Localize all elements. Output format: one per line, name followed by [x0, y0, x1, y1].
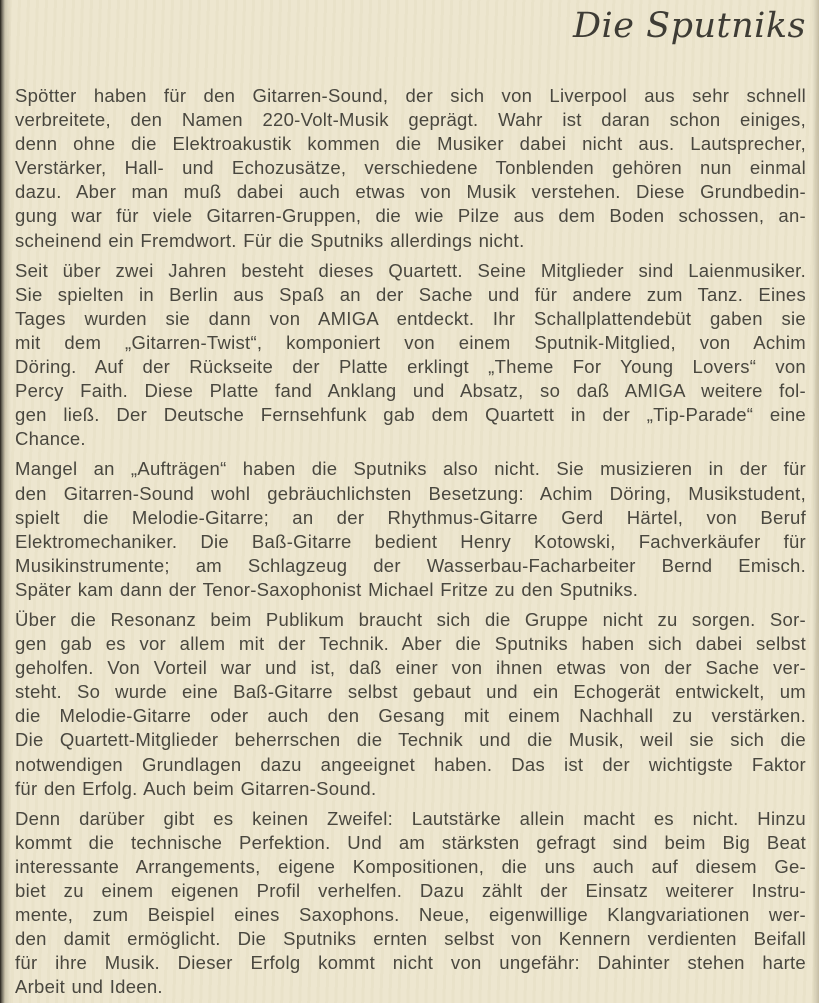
- text-line: Arbeit und Ideen.: [15, 976, 163, 998]
- text-line: mente, zum Beispiel eines Saxophons. Neue, eigenwillige Klangvariationen wer-: [15, 904, 806, 926]
- text-line: dazu. Aber man muß dabei auch etwas von Musik verstehen. Diese Grundbedin-: [15, 181, 806, 203]
- text-line: Chance.: [15, 428, 86, 450]
- text-line: Über die Resonanz beim Publikum braucht sich die Gruppe nicht zu sorgen. Sor-: [15, 608, 806, 630]
- text-line: Denn darüber gibt es keinen Zweifel: Lautstärke allein macht es nicht. Hinzu: [15, 807, 806, 829]
- text-line: mit dem „Gitarren-Twist“, komponiert von einem Sputnik-Mitglied, von Achim: [15, 331, 806, 353]
- text-line: steht. So wurde eine Baß-Gitarre selbst gebaut und ein Echogerät entwickelt, um: [15, 681, 806, 703]
- text-line: interessante Arrangements, eigene Kompositionen, die uns auch auf diesem Ge-: [15, 855, 806, 877]
- text-line: spielt die Melodie-Gitarre; an der Rhythmus-Gitarre Gerd Härtel, von Beruf: [15, 506, 806, 528]
- paragraph: [15, 457, 806, 602]
- page-left-edge-shadow: [0, 0, 11, 1003]
- text-line: den damit ermöglicht. Die Sputniks ernten selbst von Kennern verdienten Beifall: [15, 928, 806, 950]
- text-line: kommt die technische Perfektion. Und am stärksten gefragt sind beim Big Beat: [15, 831, 806, 853]
- text-line: Verstärker, Hall- und Echozusätze, verschiedene Tonblenden gehören nun einmal: [15, 157, 806, 179]
- text-line: Percy Faith. Diese Platte fand Anklang und Absatz, so daß AMIGA weitere fol-: [15, 380, 806, 402]
- text-line: gen gab es vor allem mit der Technik. Aber die Sputniks haben sich dabei selbst: [15, 633, 806, 655]
- text-line: Elektromechaniker. Die Baß-Gitarre bedient Henry Kotowski, Fachverkäufer für: [15, 530, 806, 552]
- page-title: Die Sputniks: [573, 6, 806, 46]
- text-line: geholfen. Von Vorteil war und ist, daß einer von ihnen etwas von der Sache ver-: [15, 657, 806, 679]
- page-right-edge-shadow: [812, 0, 819, 1003]
- paragraph: [15, 84, 806, 253]
- text-line: gen ließ. Der Deutsche Fernsehfunk gab dem Quartett in der „Tip-Parade“ eine: [15, 404, 806, 426]
- paragraph: [15, 807, 806, 1000]
- text-line: die Melodie-Gitarre oder auch den Gesang mit einem Nachhall zu verstärken.: [15, 705, 806, 727]
- article-body: [15, 84, 806, 1003]
- text-line: Seit über zwei Jahren besteht dieses Quartett. Seine Mitglieder sind Laienmusiker.: [15, 259, 806, 281]
- text-line: scheinend ein Fremdwort. Für die Sputniks allerdings nicht.: [15, 229, 525, 251]
- text-line: denn ohne die Elektroakustik kommen die Musiker dabei nicht aus. Lautsprecher,: [15, 133, 806, 155]
- text-line: Döring. Auf der Rückseite der Platte erklingt „Theme For Young Lovers“ von: [15, 356, 806, 378]
- text-line: den Gitarren-Sound wohl gebräuchlichsten Besetzung: Achim Döring, Musikstudent,: [15, 482, 806, 504]
- text-line: Die Quartett-Mitglieder beherrschen die Technik und die Musik, weil sie sich die: [15, 729, 806, 751]
- text-line: Spötter haben für den Gitarren-Sound, der sich von Liverpool aus sehr schnell: [15, 85, 806, 106]
- text-line: Sie spielten in Berlin aus Spaß an der Sache und für andere zum Tanz. Eines: [15, 283, 806, 305]
- text-line: Später kam dann der Tenor-Saxophonist Michael Fritze zu den Sputniks.: [15, 578, 639, 600]
- text-line: biet zu einem eigenen Profil verhelfen. Dazu zählt der Einsatz weiterer Instru-: [15, 880, 806, 901]
- text-line: Mangel an „Aufträgen“ haben die Sputniks also nicht. Sie musizieren in der für: [15, 458, 806, 480]
- text-line: für ihre Musik. Dieser Erfolg kommt nicht von ungefähr: Dahinter stehen harte: [15, 952, 806, 974]
- text-line: gung war für viele Gitarren-Gruppen, die wie Pilze aus dem Boden schossen, an-: [15, 205, 806, 227]
- text-line: verbreitete, den Namen 220-Volt-Musik geprägt. Wahr ist daran schon einiges,: [15, 109, 806, 131]
- paragraph: [15, 259, 806, 452]
- text-line: für den Erfolg. Auch beim Gitarren-Sound.: [15, 777, 377, 799]
- text-line: Musikinstrumente; am Schlagzeug der Wasserbau-Facharbeiter Bernd Emisch.: [15, 554, 806, 576]
- text-line: Tages wurden sie dann von AMIGA entdeckt. Ihr Schallplattendebüt gaben sie: [15, 307, 806, 329]
- paragraph: [15, 608, 806, 801]
- text-line: notwendigen Grundlagen dazu angeeignet haben. Das ist der wichtigste Faktor: [15, 753, 806, 775]
